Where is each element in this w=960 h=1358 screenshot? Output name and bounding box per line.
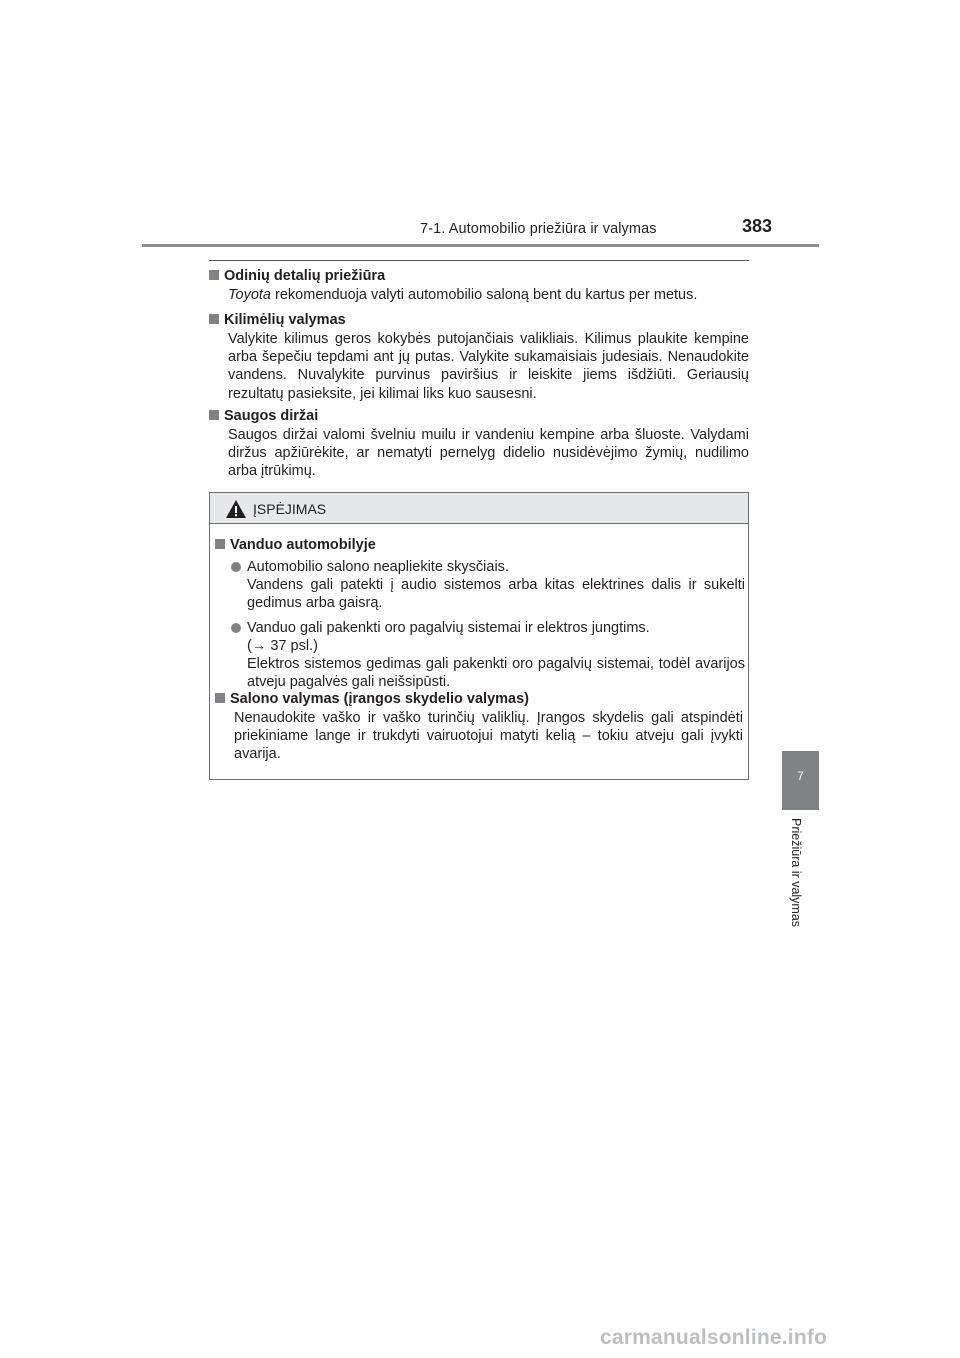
square-bullet-icon	[209, 270, 219, 280]
warning-section-water	[215, 535, 745, 691]
section-title: Kilimėlių valymas	[209, 310, 749, 330]
section-body: Valykite kilimus geros kokybės putojančiais valikliais. Kilimus plaukite kempine arba šepečiu tepdami ant jų putas. Valykite sukamaisiais judesiais. Nenaudokite vandens. Nuvalykite purvinus paviršius ir leiskite jiems išdžiūti. Geriausių rezultatų pasieksite, jei kilimai liks kuo sausesni.	[228, 331, 749, 402]
section-seat-belts	[209, 406, 749, 481]
warning-section-dashboard	[215, 689, 745, 764]
section-title: Saugos diržai	[209, 406, 749, 426]
section-leather-care	[209, 266, 749, 304]
square-bullet-icon	[209, 410, 219, 420]
page-reference: (→ 37 psl.)	[247, 637, 318, 654]
square-bullet-icon	[209, 314, 219, 324]
warning-bullet: Vanduo gali pakenkti oro pagalvių sistemai ir elektros jungtims. (→ 37 psl.) Elektros sistemos gedimas gali pakenkti oro pagalvių sistemai, todėl avarijos atveju pagalvės gali neišsipūsti.	[231, 619, 745, 692]
round-bullet-icon	[231, 623, 241, 633]
section-body: Saugos diržai valomi švelniu muilu ir vandeniu kempine arba šluoste. Valydami diržus apžiūrėkite, ar nematyti pernelyg didelio nusidėvėjimo žymių, nudilimo arba įtrūkimų.	[228, 427, 749, 480]
watermark: carmanualsonline.info	[600, 1326, 828, 1349]
content-divider	[209, 260, 749, 261]
warning-box	[209, 492, 749, 780]
warning-header	[210, 493, 748, 524]
chapter-label-wrap	[785, 818, 805, 948]
header-divider	[142, 244, 819, 247]
chapter-number: 7	[797, 769, 804, 783]
page-number: 383	[742, 216, 773, 236]
section-carpet-cleaning	[209, 310, 749, 403]
warning-triangle-icon	[225, 499, 247, 519]
square-bullet-icon	[215, 539, 225, 549]
section-body: Toyota rekomenduoja valyti automobilio saloną bent du kartus per metus.	[228, 287, 698, 303]
round-bullet-icon	[231, 562, 241, 572]
warning-section-title: Salono valymas (įrangos skydelio valymas)	[215, 689, 745, 709]
warning-title: ĮSPĖJIMAS	[253, 501, 327, 517]
square-bullet-icon	[215, 693, 225, 703]
warning-section-title: Vanduo automobilyje	[215, 535, 745, 555]
chapter-label: Priežiūra ir valymas	[789, 818, 803, 928]
section-title: Odinių detalių priežiūra	[209, 266, 749, 286]
warning-bullet: Automobilio salono neapliekite skysčiais. Vandens gali patekti į audio sistemos arba kitas elektrines dalis ir sukelti gedimus arba gaisrą.	[231, 558, 745, 613]
header-section-title: 7-1. Automobilio priežiūra ir valymas	[420, 221, 657, 237]
warning-section-body: Nenaudokite vaško ir vaško turinčių valiklių. Įrangos skydelis gali atspindėti priekiniame lange ir trukdyti vairuotojui matyti kelią – tokiu atveju gali įvykti avarija.	[234, 710, 743, 763]
